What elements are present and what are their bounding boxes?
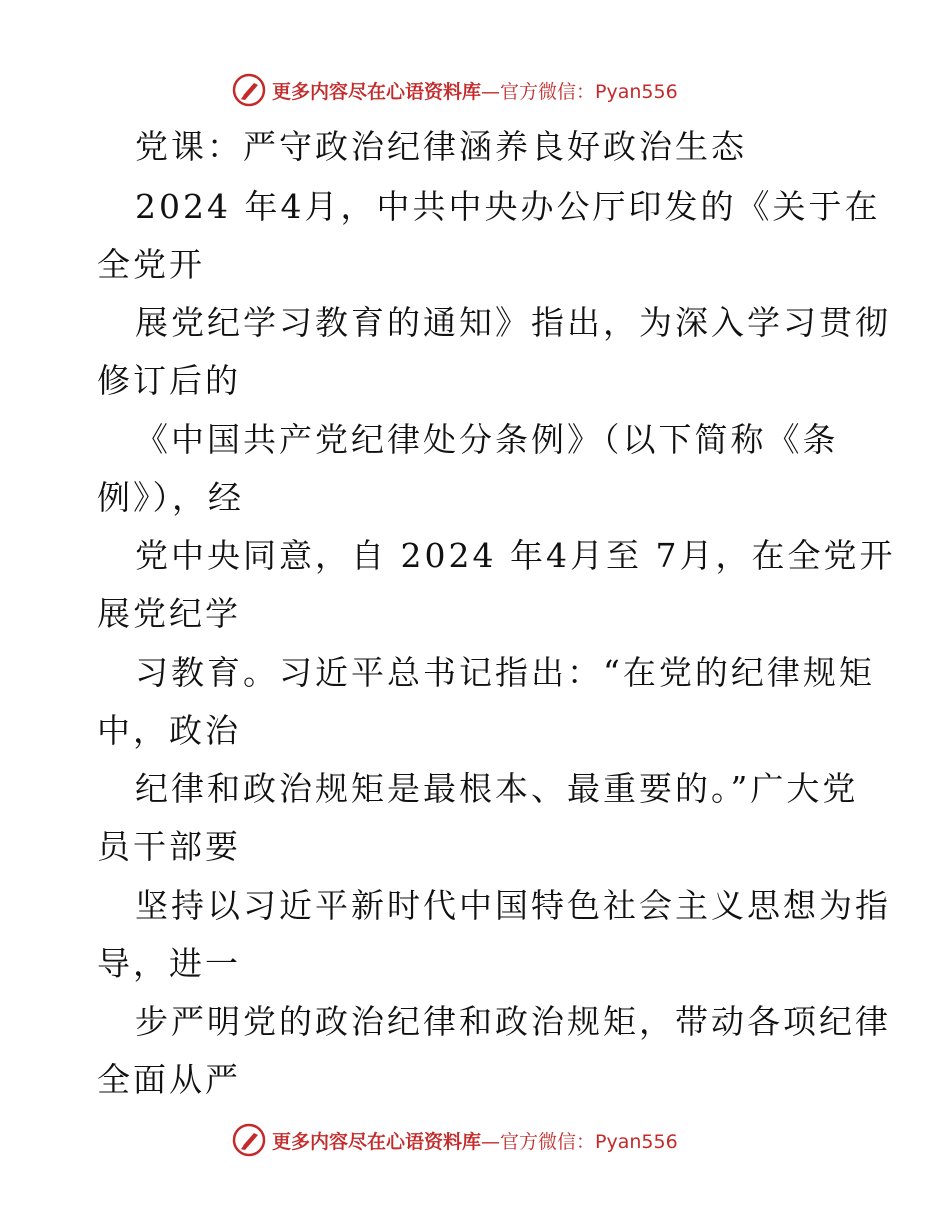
paragraph-line: 习教育。习近平总书记指出：“在党的纪律规矩 — [135, 653, 875, 692]
banner-text — [272, 77, 678, 104]
quill-pen-logo-icon — [232, 73, 266, 107]
paragraph-line: 全面从严 — [97, 1060, 241, 1099]
banner-text — [272, 1127, 678, 1154]
paragraph-line: 2024 年4月，中共中央办公厅印发的《关于在 — [135, 187, 881, 226]
paragraph-line: 坚持以习近平新时代中国特色社会主义思想为指 — [135, 886, 891, 925]
paragraph-line: 展党纪学习教育的通知》指出，为深入学习贯彻 — [135, 303, 891, 342]
paragraph-line: 步严明党的政治纪律和政治规矩，带动各项纪律 — [135, 1002, 891, 1041]
paragraph-line: 员干部要 — [97, 827, 241, 866]
paragraph-line: 党中央同意，自 2024 年4月至 7月，在全党开 — [135, 536, 896, 575]
quill-pen-logo-icon — [232, 1123, 266, 1157]
paragraph-line: 中，政治 — [97, 711, 241, 750]
paragraph-line: 导，进一 — [97, 944, 241, 983]
banner-wechat-label: 官方微信： — [500, 1130, 596, 1153]
paragraph-line: 全党开 — [97, 245, 205, 284]
banner-site-name: 更多内容尽在心语资料库 — [272, 80, 482, 103]
paragraph-line: 修订后的 — [97, 361, 241, 400]
paragraph-line: 纪律和政治规矩是最根本、最重要的。”广大党 — [135, 769, 859, 808]
banner-site-name: 更多内容尽在心语资料库 — [272, 1130, 482, 1153]
banner-separator: — — [481, 1130, 501, 1153]
paragraph-line: 展党纪学 — [97, 594, 241, 633]
paragraph-line: 例》），经 — [97, 478, 244, 517]
banner-separator: — — [481, 80, 501, 103]
footer-banner — [232, 1120, 712, 1160]
document-title: 党课：严守政治纪律涵养良好政治生态 — [135, 127, 747, 166]
banner-wechat-label: 官方微信： — [500, 80, 596, 103]
header-banner — [232, 70, 712, 110]
banner-wechat-id: Pyan556 — [595, 80, 678, 103]
paragraph-line: 《中国共产党纪律处分条例》（以下简称《条 — [135, 420, 839, 459]
banner-wechat-id: Pyan556 — [595, 1130, 678, 1153]
